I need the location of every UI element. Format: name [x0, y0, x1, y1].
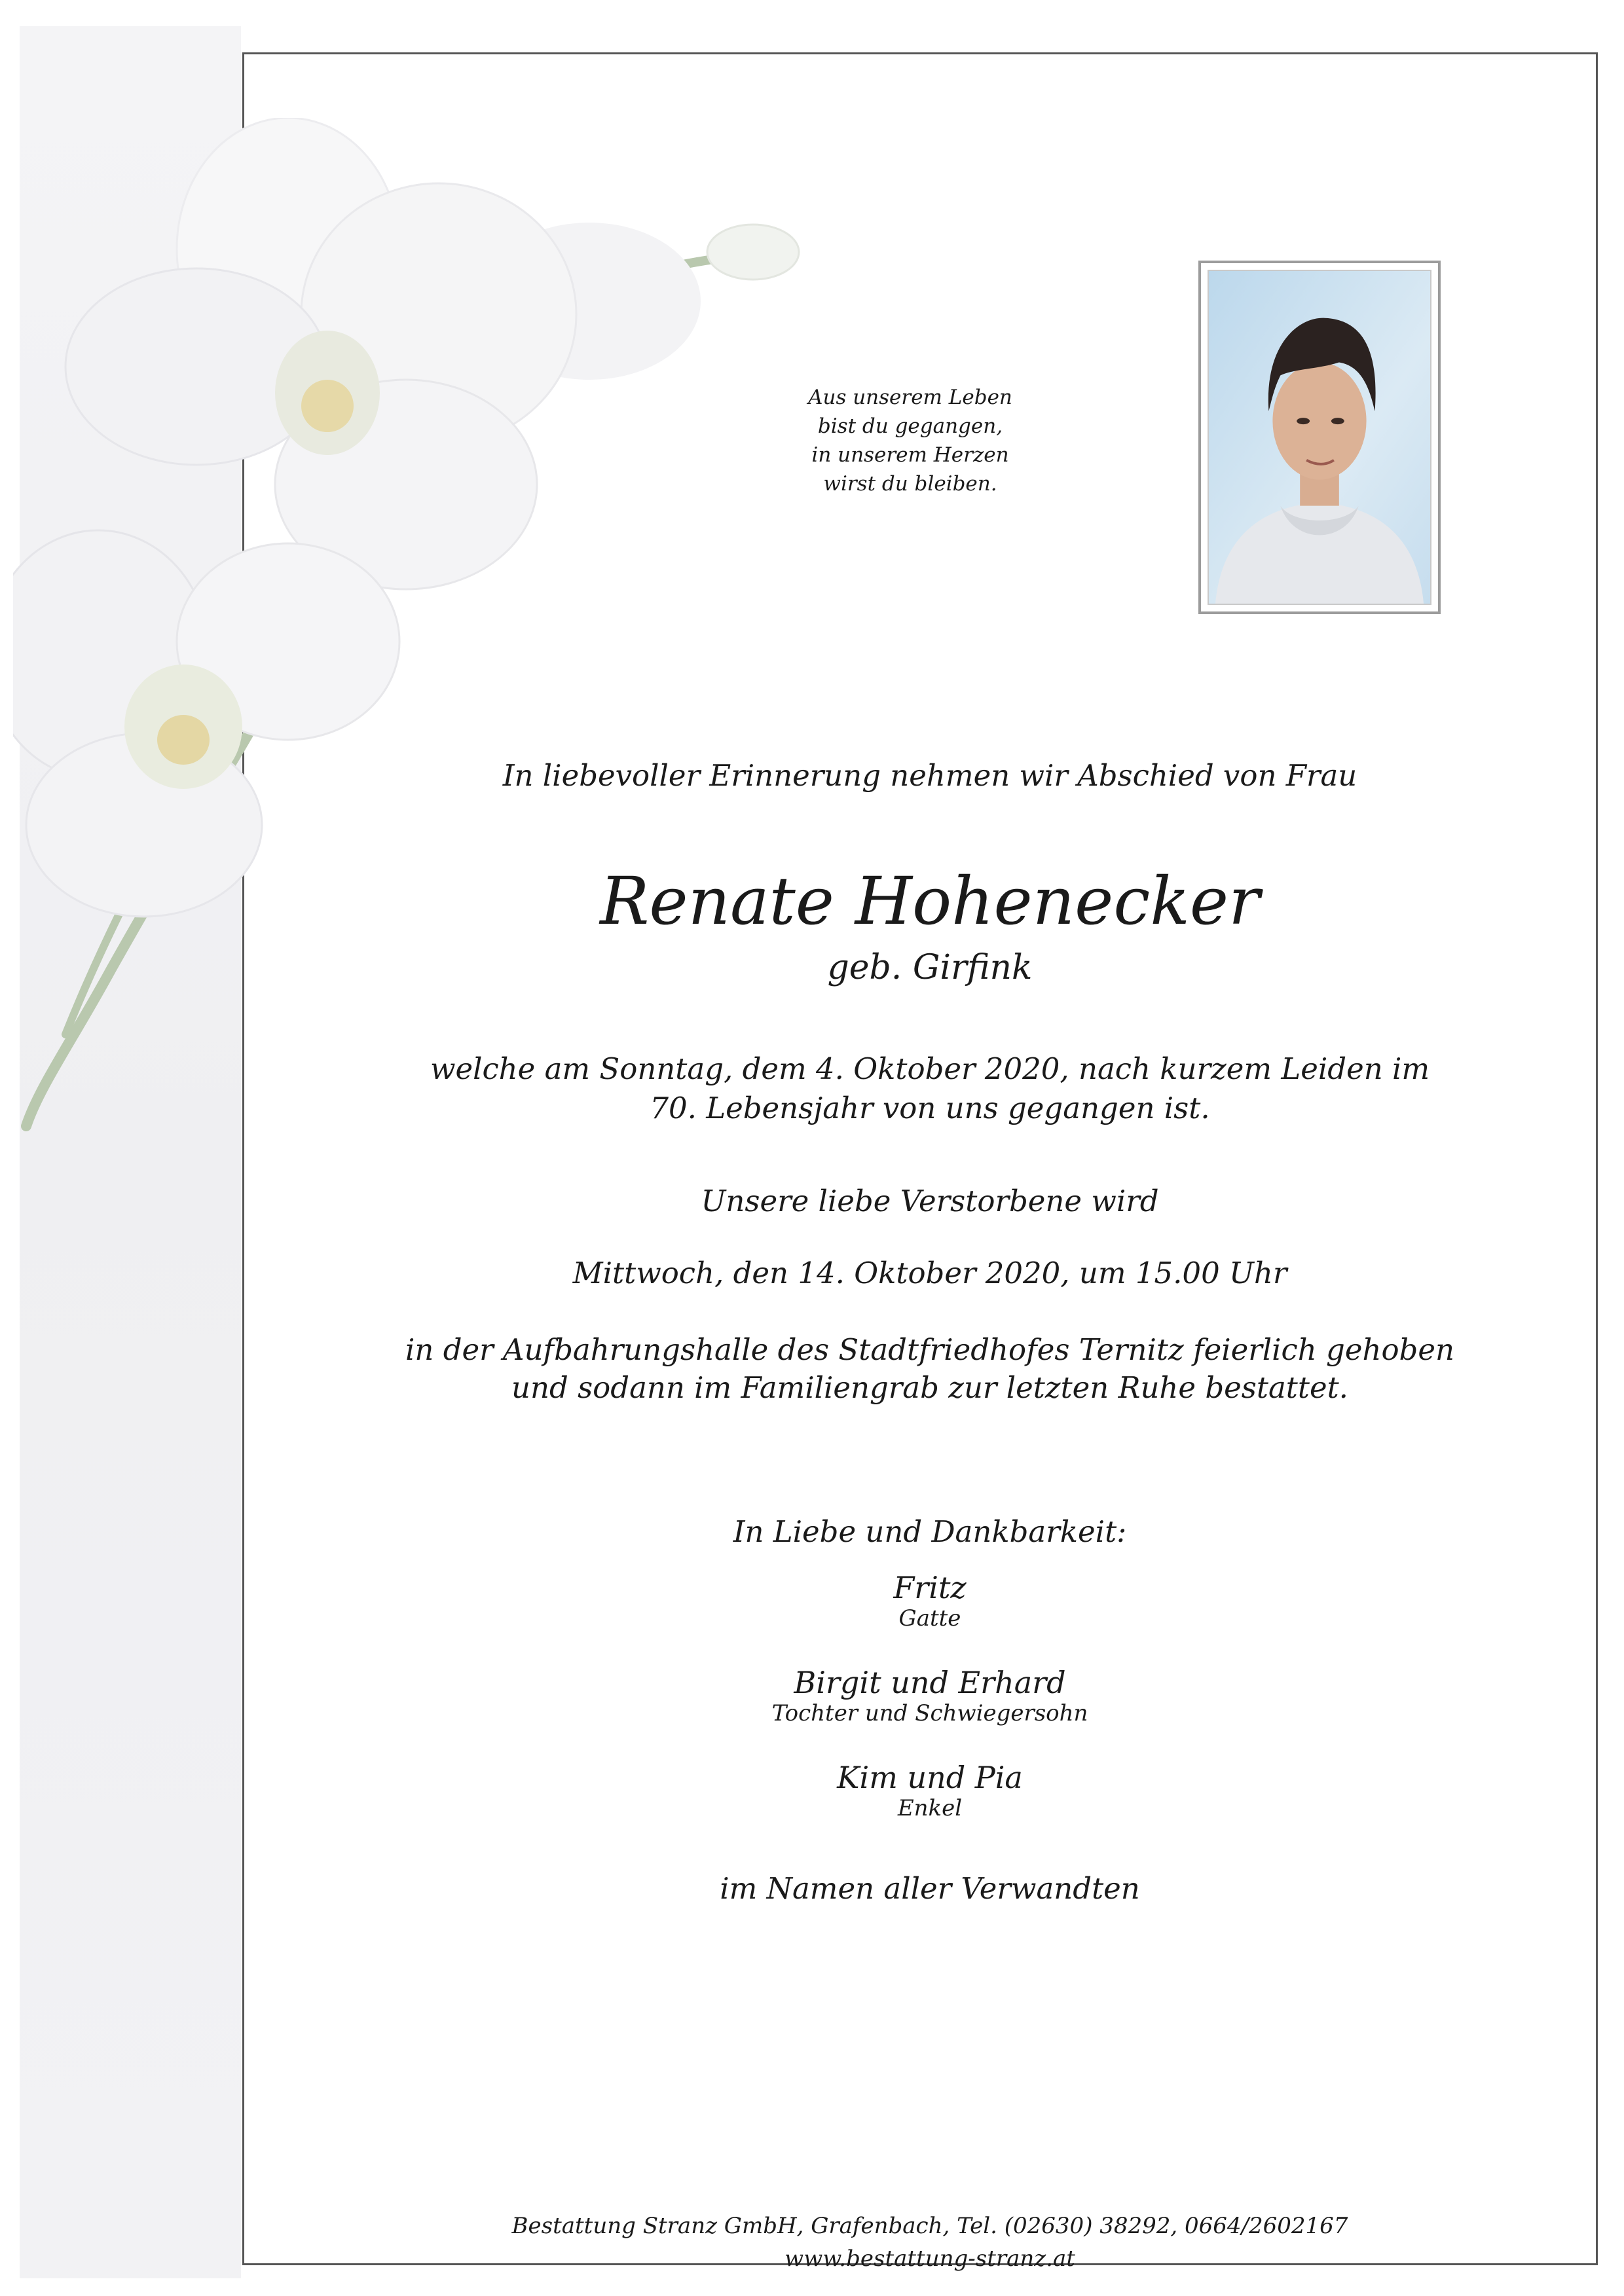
mourner-entry [589, 1760, 1270, 1821]
portrait-frame [1198, 261, 1441, 614]
verse-line: wirst du bleiben. [823, 472, 997, 496]
death-line: 70. Lebensjahr von uns gegangen ist. [650, 1091, 1210, 1125]
mourner-name: Kim und Pia [837, 1760, 1023, 1795]
on-behalf-line: im Namen aller Verwandten [720, 1871, 1140, 1906]
verse-line: in unserem Herzen [811, 443, 1009, 467]
orchid-flower-upper [65, 118, 701, 589]
orchid-flower-lower [13, 530, 399, 917]
funeral-home-footer [393, 2210, 1467, 2275]
funeral-notice: Unsere liebe Verstorbene wird [701, 1184, 1159, 1218]
verse-line: bist du gegangen, [817, 414, 1003, 438]
death-notice [367, 1049, 1493, 1128]
closing-line: In Liebe und Dankbarkeit: [733, 1514, 1127, 1549]
burial-line: und sodann im Familiengrab zur letzten Ruhe bestattet. [511, 1370, 1348, 1405]
memorial-verse [740, 383, 1080, 498]
verse-line: Aus unserem Leben [808, 386, 1012, 409]
mourner-relation: Gatte [898, 1605, 961, 1631]
mourner-relation: Tochter und Schwiegersohn [771, 1700, 1088, 1726]
deceased-name: Renate Hohenecker [600, 863, 1260, 939]
mourner-entry [589, 1665, 1270, 1726]
burial-details [367, 1331, 1493, 1407]
footer-contact: Bestattung Stranz GmbH, Grafenbach, Tel. (02630) 38292, 0664/2602167 [511, 2213, 1348, 2239]
death-line: welche am Sonntag, dem 4. Oktober 2020, nach kurzem Leiden im [430, 1051, 1430, 1086]
portrait-photo [1208, 270, 1431, 605]
mourner-name: Fritz [893, 1570, 967, 1605]
maiden-name: geb. Girfink [827, 948, 1033, 987]
mourner-name: Birgit und Erhard [794, 1665, 1066, 1700]
burial-line: in der Aufbahrungshalle des Stadtfriedhofes Ternitz feierlich gehoben [405, 1332, 1454, 1367]
mourner-relation: Enkel [897, 1795, 963, 1821]
footer-website: www.bestattung-stranz.at [784, 2246, 1075, 2272]
mourner-entry [589, 1570, 1270, 1631]
intro-line: In liebevoller Erinnerung nehmen wir Abschied von Frau [502, 758, 1357, 793]
orchid-bud-1 [707, 225, 799, 280]
funeral-datetime: Mittwoch, den 14. Oktober 2020, um 15.00 Uhr [572, 1256, 1287, 1290]
